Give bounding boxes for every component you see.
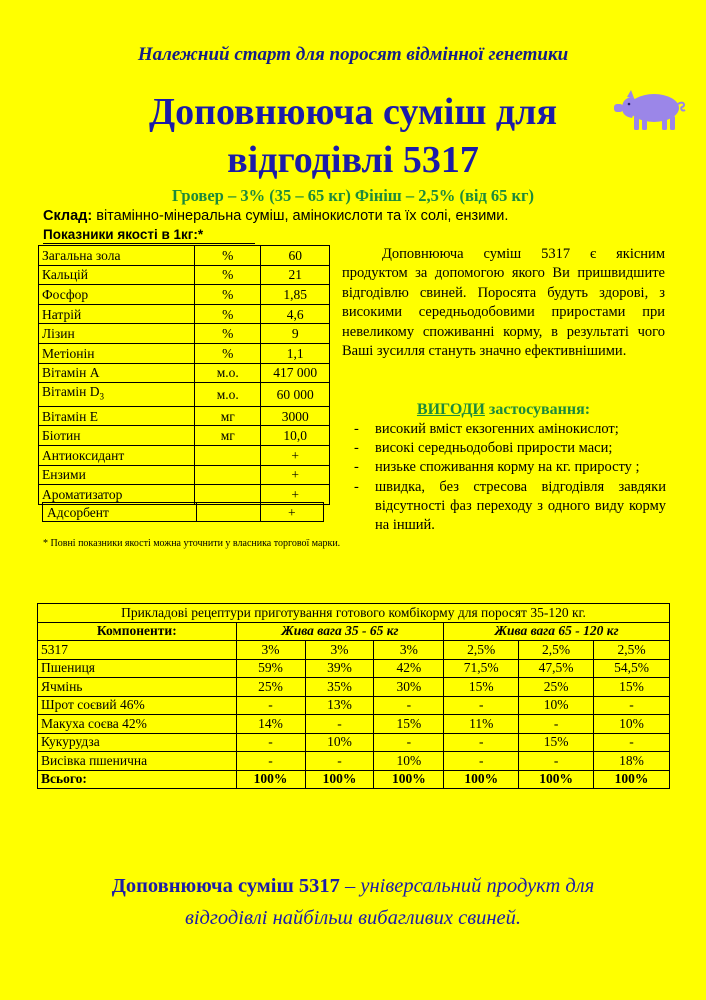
slogan-dash: – <box>339 875 361 897</box>
recipes-row <box>38 752 670 771</box>
recipe-cell: 100% <box>236 770 305 789</box>
recipe-cell: - <box>444 733 519 752</box>
quality-unit: % <box>195 343 261 363</box>
recipe-cell: 71,5% <box>444 659 519 678</box>
recipe-cell: 39% <box>305 659 374 678</box>
benefits-title <box>342 401 665 419</box>
recipe-cell: 18% <box>594 752 670 771</box>
recipe-cell: - <box>594 733 670 752</box>
quality-unit <box>195 465 261 485</box>
quality-unit: % <box>195 304 261 324</box>
recipe-cell: - <box>519 715 594 734</box>
recipe-cell: - <box>305 752 374 771</box>
benefit-item <box>354 458 666 477</box>
recipes-row <box>38 733 670 752</box>
recipe-cell: 15% <box>444 678 519 697</box>
recipe-component: Ячмінь <box>38 678 237 697</box>
slogan-italic-2: відгодівлі найбільш вибагливих свиней. <box>184 907 522 929</box>
quality-name: Ароматизатор <box>39 485 195 505</box>
recipe-cell: - <box>236 696 305 715</box>
composition-label: Склад: <box>43 208 93 224</box>
quality-row <box>39 285 330 305</box>
recipe-cell: - <box>374 696 444 715</box>
recipe-cell: 15% <box>594 678 670 697</box>
recipe-cell: 2,5% <box>519 641 594 660</box>
quality-value: 9 <box>261 324 330 344</box>
quality-unit <box>195 446 261 466</box>
recipe-cell: 10% <box>594 715 670 734</box>
recipe-component: Шрот соєвий 46% <box>38 696 237 715</box>
bullet-dash: - <box>354 478 359 495</box>
composition <box>43 208 683 224</box>
recipe-component: Кукурудза <box>38 733 237 752</box>
benefits-title-underlined: ВИГОДИ <box>416 401 485 418</box>
recipe-component: Макуха соєва 42% <box>38 715 237 734</box>
quality-name: Біотин <box>39 426 195 446</box>
quality-value: 4,6 <box>261 304 330 324</box>
recipe-cell: - <box>305 715 374 734</box>
recipe-cell: 25% <box>236 678 305 697</box>
quality-name: Натрій <box>39 304 195 324</box>
quality-row <box>39 343 330 363</box>
title-line-2: відгодівлі 5317 <box>227 139 479 181</box>
recipe-cell: 35% <box>305 678 374 697</box>
recipe-cell: - <box>236 752 305 771</box>
quality-value: + <box>261 465 330 485</box>
benefits-list <box>354 420 666 535</box>
recipe-cell: 11% <box>444 715 519 734</box>
recipe-cell: - <box>374 733 444 752</box>
quality-name: Вітамін А <box>39 363 195 383</box>
recipes-row <box>38 678 670 697</box>
recipes-col-components: Компоненти: <box>38 622 237 641</box>
benefits-title-rest: застосування: <box>484 401 591 418</box>
recipe-cell: 10% <box>305 733 374 752</box>
quality-value: 10,0 <box>261 426 330 446</box>
recipe-cell: 59% <box>236 659 305 678</box>
quality-name: Кальцій <box>39 265 195 285</box>
quality-name: Лізин <box>39 324 195 344</box>
bullet-dash: - <box>354 459 359 476</box>
recipe-cell: - <box>444 696 519 715</box>
recipe-cell: 54,5% <box>594 659 670 678</box>
quality-value: + <box>260 503 323 522</box>
recipe-cell: 100% <box>594 770 670 789</box>
recipe-cell: 3% <box>305 641 374 660</box>
quality-name: Фосфор <box>39 285 195 305</box>
quality-unit: мг <box>195 426 261 446</box>
quality-unit: мг <box>195 406 261 426</box>
page-title <box>60 88 646 184</box>
quality-row <box>43 503 324 522</box>
bullet-dash: - <box>354 421 359 437</box>
benefit-text: високий вміст екзогенних амінокислот; <box>375 421 619 437</box>
recipe-cell: 14% <box>236 715 305 734</box>
recipe-cell: 3% <box>236 641 305 660</box>
quality-name: Загальна зола <box>39 246 195 266</box>
recipe-cell: 3% <box>374 641 444 660</box>
recipe-component: Всього: <box>38 770 237 789</box>
benefit-item <box>354 420 666 439</box>
recipes-title-row <box>38 604 670 623</box>
quality-value: 1,85 <box>261 285 330 305</box>
recipe-cell: 47,5% <box>519 659 594 678</box>
quality-value: + <box>261 485 330 505</box>
recipes-row <box>38 659 670 678</box>
recipe-cell: 2,5% <box>444 641 519 660</box>
bullet-dash: - <box>354 440 359 457</box>
quality-value: 3000 <box>261 406 330 426</box>
quality-row <box>39 304 330 324</box>
recipe-cell: 30% <box>374 678 444 697</box>
quality-row <box>39 324 330 344</box>
recipe-component: 5317 <box>38 641 237 660</box>
recipe-cell: 100% <box>444 770 519 789</box>
benefit-text: високі середньодобові прирости маси; <box>375 440 613 457</box>
recipe-cell: 100% <box>374 770 444 789</box>
quality-value: 417 000 <box>261 363 330 383</box>
recipes-row <box>38 715 670 734</box>
recipe-cell: 15% <box>519 733 594 752</box>
composition-text: вітамінно-мінеральна суміш, амінокислоти та їх солі, ензими. <box>92 208 509 224</box>
recipe-cell: - <box>594 696 670 715</box>
quality-value: 60 <box>261 246 330 266</box>
recipes-row <box>38 641 670 660</box>
quality-value: 21 <box>261 265 330 285</box>
recipe-component: Висівка пшенична <box>38 752 237 771</box>
quality-row <box>39 406 330 426</box>
recipe-cell: 2,5% <box>594 641 670 660</box>
recipes-header-row <box>38 622 670 641</box>
title-line-1: Доповнююча суміш для <box>148 91 558 133</box>
quality-row <box>39 265 330 285</box>
slogan-italic-1: універсальний продукт для <box>360 875 595 897</box>
quality-row <box>39 446 330 466</box>
recipe-cell: - <box>444 752 519 771</box>
recipe-cell: 25% <box>519 678 594 697</box>
benefit-item <box>354 439 666 458</box>
quality-row <box>39 383 330 407</box>
quality-unit: м.о. <box>195 383 261 407</box>
recipe-cell: 100% <box>519 770 594 789</box>
recipes-title: Прикладові рецептури приготування готового комбікорму для поросят 35-120 кг. <box>38 604 670 623</box>
pig-icon <box>612 84 688 134</box>
quality-row <box>39 363 330 383</box>
quality-unit: м.о. <box>195 363 261 383</box>
dosage-line: Гровер – 3% (35 – 65 кг) Фініш – 2,5% (від 65 кг) <box>171 186 535 205</box>
quality-name: Вітамін Е <box>39 406 195 426</box>
quality-name: Метіонін <box>39 343 195 363</box>
quality-unit: % <box>195 285 261 305</box>
quality-title: Показники якості в 1кг:* <box>43 227 204 242</box>
recipes-group-2: Жива вага 65 - 120 кг <box>444 622 670 641</box>
quality-value: 1,1 <box>261 343 330 363</box>
benefit-text: низьке споживання корму на кг. приросту ; <box>375 459 640 476</box>
slogan-bold: Доповнююча суміш 5317 <box>111 875 340 897</box>
quality-row <box>39 465 330 485</box>
recipe-cell: 10% <box>519 696 594 715</box>
quality-name: Вітамін $D_3$ <box>39 383 195 407</box>
recipe-cell: 15% <box>374 715 444 734</box>
recipe-cell: 10% <box>374 752 444 771</box>
recipe-cell: - <box>236 733 305 752</box>
recipe-cell: 100% <box>305 770 374 789</box>
quality-row <box>39 246 330 266</box>
recipe-cell: 13% <box>305 696 374 715</box>
recipe-cell: - <box>519 752 594 771</box>
footnote: * Повні показники якості можна уточнити у власника торгової марки. <box>43 538 341 549</box>
recipes-table <box>37 603 670 789</box>
recipe-cell: 42% <box>374 659 444 678</box>
recipes-group-1: Жива вага 35 - 65 кг <box>236 622 444 641</box>
recipes-total-row <box>38 770 670 789</box>
quality-unit: % <box>195 265 261 285</box>
adsorbent-row-table <box>42 502 324 522</box>
bottom-slogan <box>30 870 676 934</box>
quality-name-sub: 3 <box>99 391 104 402</box>
tagline: Належний старт для поросят відмінної генетики <box>137 44 569 65</box>
recipes-row <box>38 696 670 715</box>
quality-row <box>39 426 330 446</box>
quality-table <box>38 245 330 505</box>
quality-value: 60 000 <box>261 383 330 407</box>
benefit-text: швидка, без стресова відгодівля завдяки відсутності фаз переходу з одного виду корму на інший. <box>375 478 666 534</box>
benefit-item <box>354 478 666 536</box>
description: Доповнююча суміш 5317 є якісним продуктом за допомогою якого Ви пришвидшите відгодівлю свиней. Поросята будуть здорові, з високими середньодобовими приростами при невеликому споживанні корму, в результаті чого Ваші зусилля стануть значно ефективнішими. <box>342 246 665 360</box>
quality-value: + <box>261 446 330 466</box>
quality-unit: % <box>195 324 261 344</box>
quality-name: Ензими <box>39 465 195 485</box>
quality-title-underline <box>43 243 255 244</box>
quality-unit: % <box>195 246 261 266</box>
recipe-component: Пшениця <box>38 659 237 678</box>
quality-name: Антиоксидант <box>39 446 195 466</box>
quality-name: Адсорбент <box>43 503 197 522</box>
quality-unit <box>197 503 260 522</box>
